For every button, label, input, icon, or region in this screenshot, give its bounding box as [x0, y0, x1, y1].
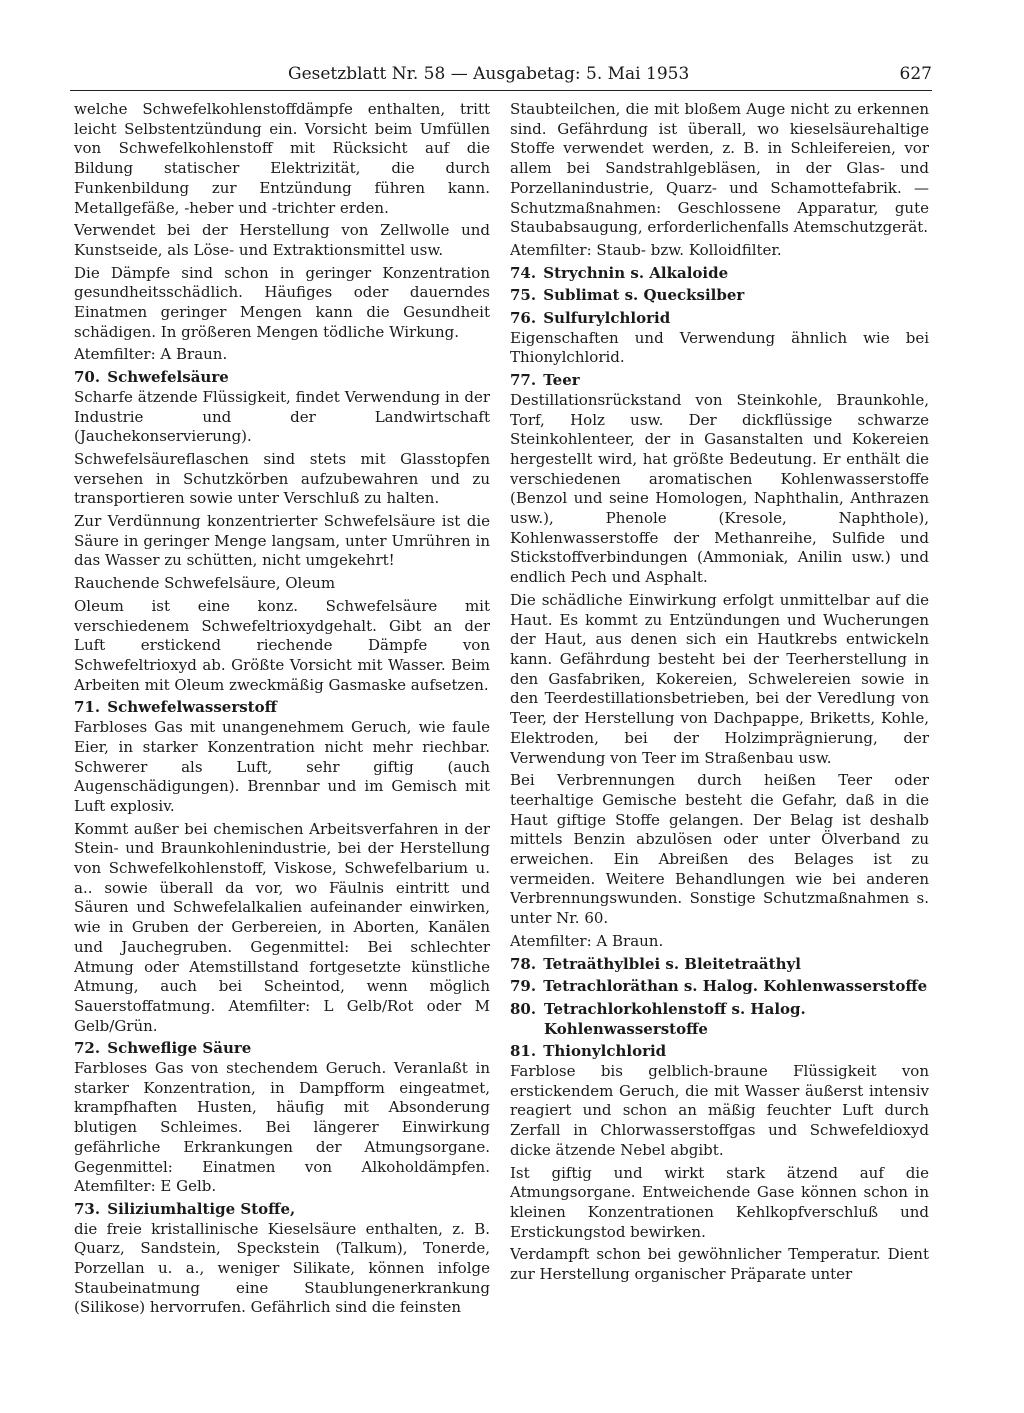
- section-number: 80.: [510, 999, 537, 1018]
- section-heading-78: [510, 955, 929, 975]
- section-title: Schweflige Säure: [107, 1039, 252, 1058]
- section-number: 75.: [510, 286, 537, 305]
- paragraph: Verdampft schon bei gewöhnlicher Temperatur. Dient zur Herstellung organischer Präparate unter: [510, 1245, 929, 1284]
- paragraph: Kommt außer bei chemischen Arbeitsverfahren in der Stein- und Braunkohlenindustrie, bei der Herstellung von Schwefelkohlenstoff, Viskose, Schwefelbarium u. a.. sowie überall da vor, wo Fäulnis eintritt und Säuren und Schwefelalkalien aufeinander einwirken, wie in Gruben der Gerbereien, in Aborten, Kanälen und Jauchegruben. Gegenmittel: Bei schlechter Atmung oder Atemstillstand fortgesetzte künstliche Atmung, auch bei Scheintod, wenn möglich Sauerstoffatmung. Atemfilter: L Gelb/Rot oder M Gelb/Grün.: [74, 819, 490, 1035]
- paragraph: Farbloses Gas von stechendem Geruch. Veranlaßt in starker Konzentration, in Dampfform eingeatmet, krampfhaften Husten, häufig mit Absonderung blutigen Schleimes. Bei längerer Einwirkung gefährliche Erkrankungen der Atmungsorgane. Gegenmittel: Einatmen von Alkoholdämpfen. Atemfilter: E Gelb.: [74, 1059, 490, 1196]
- paragraph: welche Schwefelkohlenstoffdämpfe enthalten, tritt leicht Selbstentzündung ein. Vorsicht beim Umfüllen von Schwefelkohlenstoff mit Rücksicht auf die Bildung statischer Elektrizität, die durch Funkenbildung zur Entzündung führen kann. Metallgefäße, -heber und -trichter erden.: [74, 100, 490, 217]
- section-title: Schwefelsäure: [107, 368, 229, 387]
- section-heading-73: [74, 1200, 490, 1220]
- section-heading-81: [510, 1042, 929, 1062]
- paragraph: Verwendet bei der Herstellung von Zellwolle und Kunstseide, als Löse- und Extraktionsmittel usw.: [74, 221, 490, 259]
- section-heading-76: [510, 309, 929, 329]
- section-title: Tetrachlorkohlenstoff s. Halog. Kohlenwasserstoffe: [544, 999, 806, 1038]
- paragraph: Atemfilter: Staub- bzw. Kolloidfilter.: [510, 240, 782, 259]
- section-number: 70.: [74, 368, 101, 387]
- paragraph: Eigenschaften und Verwendung ähnlich wie bei Thionylchlorid.: [510, 328, 929, 367]
- section-title: Tetraäthylblei s. Bleitetraäthyl: [543, 954, 801, 973]
- section-title: Thionylchlorid: [543, 1042, 667, 1061]
- paragraph: Die Dämpfe sind schon in geringer Konzentration gesundheitsschädlich. Häufiges oder dauerndes Einatmen geringer Mengen kann die Gesundheit schädigen. In größeren Mengen tödliche Wirkung.: [74, 263, 490, 341]
- section-title: Tetrachloräthan s. Halog. Kohlenwasserstoffe: [543, 977, 928, 996]
- page-header: [70, 62, 932, 91]
- section-number: 81.: [510, 1042, 537, 1061]
- paragraph: Farblose bis gelblich-braune Flüssigkeit von erstickendem Geruch, die mit Wasser äußerst intensiv reagiert und schon an mäßig feuchter Luft durch Zerfall in Chlorwasserstoffgas und Schwefeldioxyd dicke ätzende Nebel abgibt.: [510, 1062, 929, 1159]
- paragraph: Ist giftig und wirkt stark ätzend auf die Atmungsorgane. Entweichende Gase können schon in kleinen Konzentrationen Kehlkopfverschluß und Erstickungstod bewirken.: [510, 1163, 929, 1241]
- section-heading-74: [510, 264, 929, 284]
- paragraph: die freie kristallinische Kieselsäure enthalten, z. B. Quarz, Sandstein, Speckstein (Talkum), Tonerde, Porzellan u. a., weniger Silikate, können infolge Staubeinatmung eine Staublungenerkrankung (Silikose) hervorrufen. Gefährlich sind die feinsten: [74, 1219, 490, 1317]
- section-title: Siliziumhaltige Stoffe,: [107, 1199, 296, 1218]
- section-title: Teer: [543, 371, 580, 390]
- section-heading-70: [74, 368, 490, 388]
- section-title: Strychnin s. Alkaloide: [543, 263, 729, 282]
- paragraph: Zur Verdünnung konzentrierter Schwefelsäure ist die Säure in geringer Menge langsam, unter Umrühren in das Wasser zu schütten, nicht umgekehrt!: [74, 512, 490, 570]
- paragraph: Oleum ist eine konz. Schwefelsäure mit verschiedenem Schwefeltrioxydgehalt. Gibt an der Luft erstickend riechende Dämpfe von Schwefeltrioxyd ab. Größte Vorsicht mit Wasser. Beim Arbeiten mit Oleum zweckmäßig Gasmaske aufsetzen.: [74, 596, 490, 694]
- section-number: 74.: [510, 263, 537, 282]
- section-heading-79: [510, 977, 929, 997]
- subheading: Rauchende Schwefelsäure, Oleum: [74, 574, 336, 593]
- paragraph: Destillationsrückstand von Steinkohle, Braunkohle, Torf, Holz usw. Der dickflüssige schwarze Steinkohlenteer, der in Gasanstalten und Kokereien hergestellt wird, hat größte Bedeutung. Er enthält die verschiedenen aromatischen Kohlenwasserstoffe (Benzol und seine Homologen, Naphthalin, Anthrazen usw.), Phenole (Kresole, Naphthole), Kohlenwasserstoffe der Methanreihe, Sulfide und Stickstoffverbindungen (Ammoniak, Anilin usw.) und endlich Pech und Asphalt.: [510, 390, 929, 587]
- paragraph: Scharfe ätzende Flüssigkeit, findet Verwendung in der Industrie und der Landwirtschaft (Jauchekonservierung).: [74, 387, 490, 446]
- section-heading-77: [510, 371, 929, 391]
- paragraph: Atemfilter: A Braun.: [510, 931, 664, 950]
- section-title: Sulfurylchlorid: [543, 309, 671, 328]
- paragraph: Schwefelsäureflaschen sind stets mit Glasstopfen versehen in Schutzkörben aufzubewahren und zu transportieren sowie unter Verschluß zu halten.: [74, 449, 490, 508]
- right-column: [510, 100, 929, 1380]
- paragraph: Atemfilter: A Braun.: [74, 345, 228, 364]
- section-number: 72.: [74, 1039, 101, 1058]
- section-heading-75: [510, 286, 929, 306]
- section-number: 71.: [74, 698, 101, 717]
- section-heading-72: [74, 1039, 490, 1059]
- section-title: Schwefelwasserstoff: [107, 698, 277, 717]
- section-number: 73.: [74, 1199, 101, 1218]
- section-title: Sublimat s. Quecksilber: [543, 286, 745, 305]
- paragraph: Bei Verbrennungen durch heißen Teer oder teerhaltige Gemische besteht die Gefahr, daß in die Haut giftige Stoffe gelangen. Der Belag ist deshalb mittels Benzin abzulösen oder unter Ölverband zu erweichen. Ein Abreißen des Belages ist zu vermeiden. Weitere Behandlungen wie bei anderen Verbrennungswunden. Sonstige Schutzmaßnahmen s. unter Nr. 60.: [510, 771, 929, 928]
- paragraph: Farbloses Gas mit unangenehmem Geruch, wie faule Eier, in starker Konzentration nicht mehr riechbar. Schwerer als Luft, sehr giftig (auch Augenschädigungen). Brennbar und im Gemisch mit Luft explosiv.: [74, 718, 490, 815]
- page-number: 627: [899, 64, 932, 84]
- section-number: 76.: [510, 309, 537, 328]
- section-heading-71: [74, 698, 490, 718]
- paragraph: Staubteilchen, die mit bloßem Auge nicht zu erkennen sind. Gefährdung ist überall, wo kieselsäurehaltige Stoffe verwendet werden, z. B. in Schleifereien, vor allem bei Sandstrahlgebläsen, in der Glas- und Porzellanindustrie, Quarz- und Schamottefabrik. — Schutzmaßnahmen: Geschlossene Apparatur, gute Staubabsaugung, erforderlichenfalls Atemschutzgerät.: [510, 100, 929, 237]
- section-heading-80: [510, 1000, 929, 1039]
- section-number: 78.: [510, 954, 537, 973]
- paragraph: Die schädliche Einwirkung erfolgt unmittelbar auf die Haut. Es kommt zu Entzündungen und Wucherungen der Haut, aus denen sich ein Hautkrebs entwickeln kann. Gefährdung besteht bei der Teerherstellung in den Gasfabriken, Kokereien, Schwelereien sowie in den Teerdestillationsbetrieben, bei der Veredlung von Teer, der Herstellung von Dachpappe, Briketts, Kohle, Elektroden, bei der Holzimprägnierung, der Verwendung von Teer im Straßenbau usw.: [510, 590, 929, 767]
- section-number: 79.: [510, 977, 537, 996]
- section-number: 77.: [510, 371, 537, 390]
- left-column: [74, 100, 490, 1380]
- gazette-title: Gesetzblatt Nr. 58 — Ausgabetag: 5. Mai 1953: [288, 64, 690, 84]
